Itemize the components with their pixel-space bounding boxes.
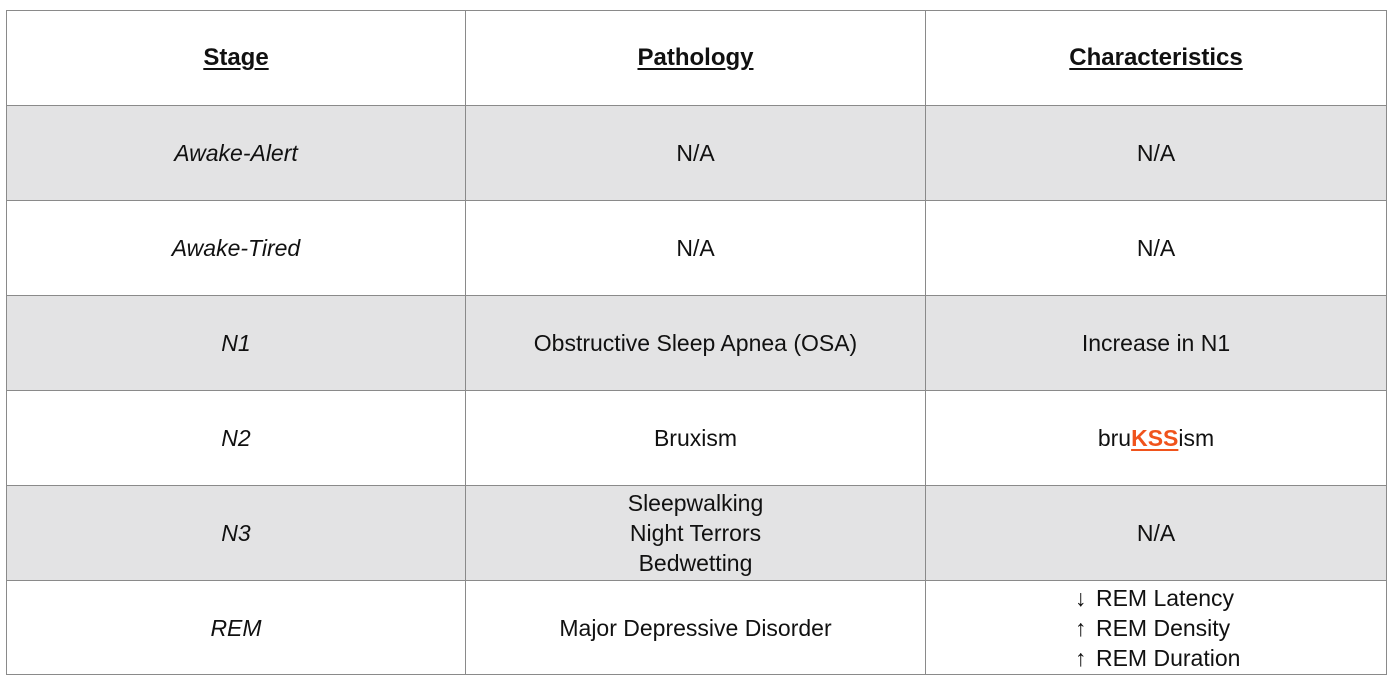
characteristics-cell: N/A [926,106,1387,201]
up-arrow-icon: ↑ [1074,614,1087,641]
sleep-stages-table-wrapper [6,10,1386,675]
pathology-cell: Obstructive Sleep Apnea (OSA) [466,296,926,391]
characteristics-line [1072,583,1241,613]
pathology-cell: N/A [466,106,926,201]
pathology-line: Night Terrors [629,520,762,546]
header-stage: Stage [7,11,466,106]
pathology-cell: N/A [466,201,926,296]
table-row-n1 [7,296,1387,391]
stage-cell: REM [7,581,466,675]
characteristics-line [1072,643,1241,673]
stage-cell: N3 [7,486,466,581]
pathology-cell: Bruxism [466,391,926,486]
pathology-cell [466,486,926,581]
mnemonic-highlight: KSS [1131,425,1179,451]
stage-cell: Awake-Alert [7,106,466,201]
characteristics-text: REM Duration [1095,644,1241,671]
up-arrow-icon: ↑ [1074,644,1087,671]
characteristics-cell [926,581,1387,675]
table-header-row [7,11,1387,106]
characteristics-cell: N/A [926,201,1387,296]
characteristics-list [1072,583,1241,673]
mnemonic-suffix: ism [1178,425,1215,451]
table-row-n2 [7,391,1387,486]
characteristics-text: REM Density [1095,614,1231,641]
characteristics-line [1072,613,1241,643]
header-pathology: Pathology [466,11,926,106]
stage-cell: Awake-Tired [7,201,466,296]
pathology-line: Bedwetting [638,550,753,576]
header-characteristics: Characteristics [926,11,1387,106]
table-row-rem [7,581,1387,675]
mnemonic-prefix: bru [1097,425,1132,451]
table-row-awake-tired [7,201,1387,296]
stage-cell: N2 [7,391,466,486]
down-arrow-icon: ↓ [1074,584,1087,611]
sleep-stages-table [6,10,1387,675]
characteristics-cell: N/A [926,486,1387,581]
characteristics-cell [926,391,1387,486]
stage-cell: N1 [7,296,466,391]
table-row-n3 [7,486,1387,581]
characteristics-cell: Increase in N1 [926,296,1387,391]
characteristics-text: REM Latency [1095,584,1235,611]
pathology-line: Sleepwalking [627,490,764,516]
table-row-awake-alert [7,106,1387,201]
pathology-cell: Major Depressive Disorder [466,581,926,675]
